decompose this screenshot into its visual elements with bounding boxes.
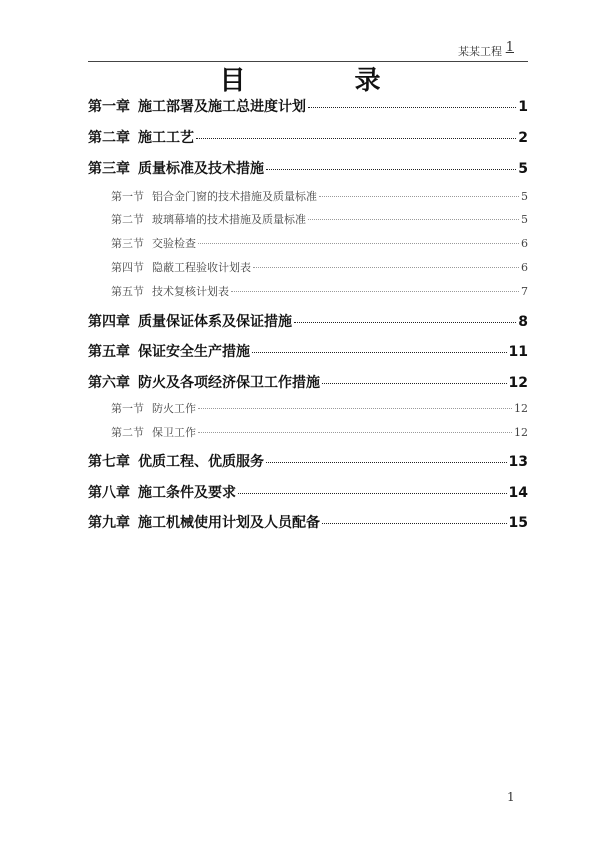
toc-entry-page: 1: [518, 99, 528, 115]
toc-entry-chapter-9[interactable]: [88, 512, 528, 532]
toc-entry-title: 质量标准及技术措施: [138, 161, 264, 177]
toc-title: 目 录: [219, 66, 431, 96]
toc-entry-title: 施工部署及施工总进度计划: [138, 99, 306, 115]
toc-entry-number: 第四节: [111, 261, 144, 274]
toc-entry-number: 第一章: [88, 99, 130, 115]
toc-leader-dots: [253, 267, 519, 268]
toc-entry-number: 第八章: [88, 485, 130, 501]
toc-entry-number: 第二节: [111, 213, 144, 226]
page-header: [88, 36, 528, 62]
footer-page-number: 1: [507, 790, 515, 804]
toc-entry-chapter-6[interactable]: [88, 372, 528, 392]
toc-entry-page: 5: [521, 213, 528, 226]
toc-entry-number: 第三节: [111, 237, 144, 250]
toc-entry-number: 第二节: [111, 426, 144, 439]
toc-entry-title: 施工条件及要求: [138, 485, 236, 501]
toc-entry-section-3-1[interactable]: [111, 188, 528, 204]
toc-entry-section-3-4[interactable]: [111, 259, 528, 275]
toc-leader-dots: [322, 523, 507, 524]
toc-entry-title: 交验检查: [152, 237, 196, 250]
toc-entry-title: 保证安全生产措施: [138, 344, 250, 360]
toc-entry-page: 12: [508, 375, 528, 391]
toc-entry-chapter-2[interactable]: [88, 127, 528, 147]
toc-entry-section-3-2[interactable]: [111, 211, 528, 227]
toc-entry-title: 铝合金门窗的技术措施及质量标准: [152, 190, 317, 203]
toc-entry-title: 优质工程、优质服务: [138, 454, 264, 470]
toc-entry-title: 施工工艺: [138, 130, 194, 146]
toc-entry-number: 第二章: [88, 130, 130, 146]
toc-leader-dots: [266, 462, 507, 463]
toc-entry-section-3-3[interactable]: [111, 235, 528, 251]
toc-entry-chapter-5[interactable]: [88, 341, 528, 361]
toc-leader-dots: [238, 493, 507, 494]
toc-entry-number: 第九章: [88, 515, 130, 531]
toc-entry-title: 施工机械使用计划及人员配备: [138, 515, 320, 531]
toc-entry-page: 6: [521, 237, 528, 250]
toc-entry-chapter-7[interactable]: [88, 451, 528, 471]
toc-entry-page: 15: [508, 515, 528, 531]
toc-entry-title: 玻璃幕墙的技术措施及质量标准: [152, 213, 306, 226]
header-label: 某某工程: [458, 45, 502, 58]
toc-leader-dots: [308, 107, 516, 108]
toc-entry-title: 隐蔽工程验收计划表: [152, 261, 251, 274]
toc-entry-number: 第三章: [88, 161, 130, 177]
toc-entry-title: 防火工作: [152, 402, 196, 415]
toc-entry-page: 5: [518, 161, 528, 177]
toc-entry-page: 2: [518, 130, 528, 146]
toc-entry-page: 6: [521, 261, 528, 274]
toc-leader-dots: [266, 169, 516, 170]
header-page-number: 1: [505, 40, 514, 55]
toc-entry-number: 第六章: [88, 375, 130, 391]
toc-entry-section-6-1[interactable]: [111, 400, 528, 416]
toc-entry-number: 第一节: [111, 402, 144, 415]
toc-leader-dots: [198, 408, 512, 409]
toc-entry-number: 第五节: [111, 285, 144, 298]
toc-entry-title: 保卫工作: [152, 426, 196, 439]
toc-entry-section-3-5[interactable]: [111, 283, 528, 299]
toc-entry-chapter-8[interactable]: [88, 482, 528, 502]
toc-entry-page: 12: [514, 426, 528, 439]
toc-entry-section-6-2[interactable]: [111, 424, 528, 440]
toc-leader-dots: [196, 138, 516, 139]
toc-entry-page: 7: [521, 285, 528, 298]
toc-entry-number: 第一节: [111, 190, 144, 203]
toc-entry-page: 13: [508, 454, 528, 470]
toc-leader-dots: [252, 352, 507, 353]
toc-entry-page: 12: [514, 402, 528, 415]
toc-leader-dots: [198, 243, 519, 244]
toc-leader-dots: [308, 219, 519, 220]
toc-entry-page: 14: [508, 485, 528, 501]
toc-entry-page: 8: [518, 314, 528, 330]
toc-entry-title: 防火及各项经济保卫工作措施: [138, 375, 320, 391]
toc-entry-page: 5: [521, 190, 528, 203]
toc-entry-page: 11: [508, 344, 528, 360]
toc-leader-dots: [319, 196, 519, 197]
toc-entry-title: 技术复核计划表: [152, 285, 229, 298]
toc-entry-number: 第四章: [88, 314, 130, 330]
toc-entry-chapter-1[interactable]: [88, 96, 528, 116]
toc-leader-dots: [198, 432, 512, 433]
toc-leader-dots: [322, 383, 507, 384]
toc-entry-chapter-3[interactable]: [88, 158, 528, 178]
toc-entry-number: 第五章: [88, 344, 130, 360]
toc-entry-number: 第七章: [88, 454, 130, 470]
toc-leader-dots: [231, 291, 519, 292]
toc-entry-title: 质量保证体系及保证措施: [138, 314, 292, 330]
toc-leader-dots: [294, 322, 516, 323]
toc-entry-chapter-4[interactable]: [88, 311, 528, 331]
